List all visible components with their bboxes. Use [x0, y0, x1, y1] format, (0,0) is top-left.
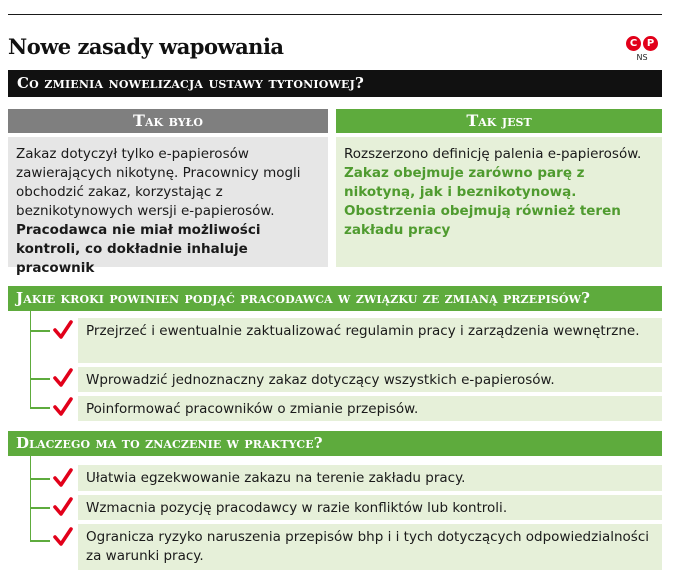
reasons-branch	[30, 478, 50, 480]
after-text-highlight: Zakaz obejmuje zarówno parę z nikotyną, jak i beznikotynową. Obostrzenia obejmują również teren zakładu pracy	[344, 165, 621, 238]
reasons-item: Ogranicza ryzyko naruszenia przepisów bhp i i tych dotyczących odpowiedzialności za warunki pracy.	[78, 524, 662, 570]
after-column	[336, 109, 662, 267]
copyright-c-icon: C	[626, 36, 641, 51]
steps-branch	[30, 330, 50, 332]
reasons-branch	[30, 507, 50, 509]
steps-item: Wprowadzić jednoznaczny zakaz dotyczący wszystkich e-papierosów.	[78, 367, 662, 392]
page-title: Nowe zasady wapowania	[8, 34, 284, 59]
reasons-item: Wzmacnia pozycję pracodawcy w razie konfliktów lub kontroli.	[78, 495, 662, 520]
steps-item: Poinformować pracowników o zmianie przepisów.	[78, 396, 662, 421]
top-rule	[8, 14, 662, 15]
check-icon	[52, 467, 74, 489]
before-column	[8, 109, 328, 276]
after-text	[336, 137, 662, 267]
steps-item: Przejrzeć i ewentualnie zaktualizować regulamin pracy i zarządzenia wewnętrzne.	[78, 318, 662, 363]
check-icon	[52, 496, 74, 518]
reasons-heading: Dlaczego ma to znaczenie w praktyce?	[8, 431, 662, 456]
after-heading: Tak jest	[336, 109, 662, 133]
reasons-branch	[30, 540, 50, 542]
copyright-p-icon: P	[643, 36, 658, 51]
steps-branch	[30, 378, 50, 380]
steps-heading: Jakie kroki powinien podjąć pracodawca w związku ze zmianą przepisów?	[8, 286, 662, 311]
before-text-plain: Zakaz dotyczył tylko e-papierosów zawierających nikotynę. Pracownicy mogli obchodzić zakaz, korzystając z beznikotynowych wersji e-papierosów.	[16, 146, 301, 219]
check-icon	[52, 396, 74, 418]
steps-tree-line	[30, 311, 42, 407]
steps-branch	[30, 407, 50, 409]
reasons-tree-line	[30, 456, 42, 540]
check-icon	[52, 526, 74, 548]
before-heading: Tak było	[8, 109, 328, 133]
check-icon	[52, 319, 74, 341]
reasons-item: Ułatwia egzekwowanie zakazu na terenie zakładu pracy.	[78, 465, 662, 491]
before-text-bold: Pracodawca nie miał możliwości kontroli, co dokładnie inhaluje pracownik	[16, 222, 261, 276]
check-icon	[52, 367, 74, 389]
logo-caption: NS	[636, 53, 648, 62]
question-banner: Co zmienia nowelizacja ustawy tytoniowej?	[8, 70, 662, 97]
publisher-logo	[624, 36, 660, 62]
before-text	[8, 137, 328, 276]
after-text-plain: Rozszerzono definicję palenia e-papierosów.	[344, 146, 642, 162]
